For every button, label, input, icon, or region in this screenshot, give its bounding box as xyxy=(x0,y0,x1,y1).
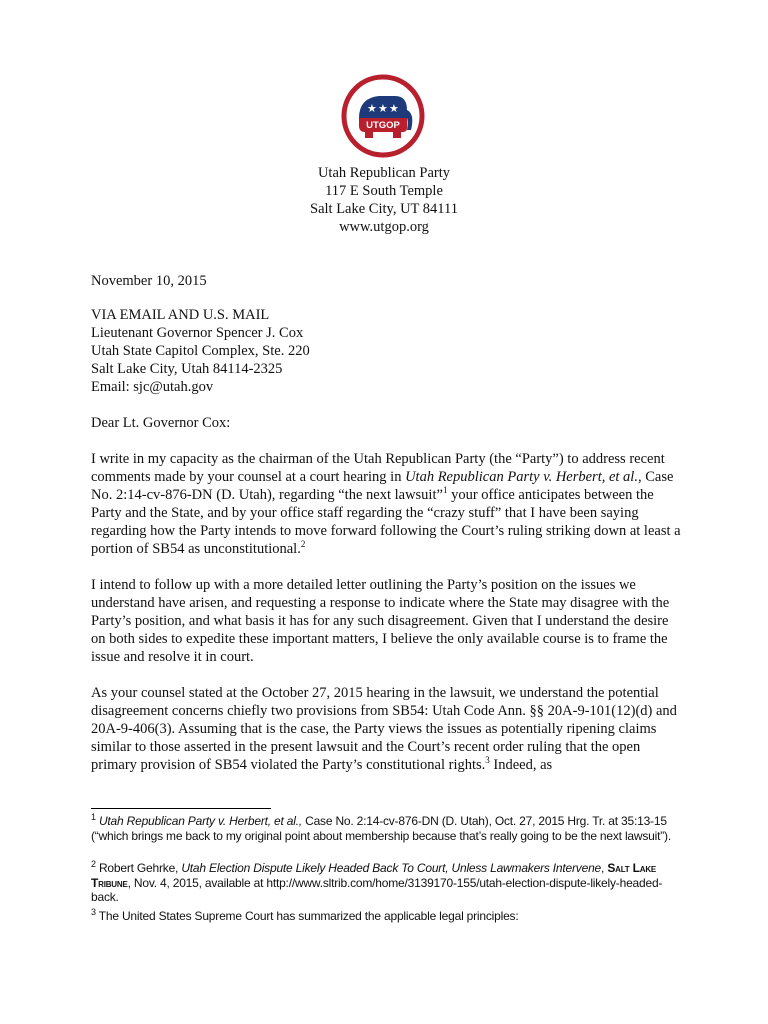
footnote-ref-3[interactable]: 3 xyxy=(485,755,490,766)
p1-case-name: Utah Republican Party v. Herbert, et al., xyxy=(405,469,642,485)
p1-text-b: Case No. 2:14-cv-876-DN (D. Utah), regarding “the next lawsuit” xyxy=(91,469,674,503)
footnote-1-text: Case No. 2:14-cv-876-DN (D. Utah), Oct. 27, 2015 Hrg. Tr. at 35:13-15 (“which brings me back to my original point about membership because that’s really going to be the next lawsuit”). xyxy=(91,814,671,843)
footnote-2-paper: Salt Lake Tribune xyxy=(91,861,657,890)
footnote-3-text: The United States Supreme Court has summarized the applicable legal principles: xyxy=(95,909,519,923)
footnote-2-author: Robert Gehrke, xyxy=(95,861,182,875)
p3-text-a: As your counsel stated at the October 27, 2015 hearing in the lawsuit, we understand the potential disagreement concerns chiefly two provisions from SB54: Utah Code Ann. §§ 20A-9-101(12)(d) and 20A-9-406(3). Assuming that is the case, the Party views the issues as potentially ripening claims similar to those asserted in the present lawsuit and the Court’s recent order ruling that the open primary provision of SB54 violated the Party’s constitutional rights. xyxy=(91,685,677,773)
logo-text: UTGOP xyxy=(366,120,400,131)
footnote-3-number: 3 xyxy=(91,907,96,917)
footnote-3 xyxy=(91,909,681,924)
recipient-line2: Salt Lake City, Utah 84114-2325 xyxy=(91,361,283,377)
recipient-name: Lieutenant Governor Spencer J. Cox xyxy=(91,325,304,341)
org-website: www.utgop.org xyxy=(339,219,429,235)
footnote-2-title: Utah Election Dispute Likely Headed Back To Court, Unless Lawmakers Intervene xyxy=(181,861,602,875)
footnote-1 xyxy=(91,814,681,843)
footnote-divider xyxy=(91,808,271,809)
paragraph-3 xyxy=(91,684,681,774)
p3-text-b: Indeed, as xyxy=(489,757,553,773)
org-name: Utah Republican Party xyxy=(317,165,451,181)
footnote-ref-2[interactable]: 2 xyxy=(300,539,306,550)
recipient-email: Email: sjc@utah.gov xyxy=(91,379,214,395)
svg-text:★: ★ xyxy=(378,102,388,115)
recipient-address xyxy=(91,306,681,396)
salutation: Dear Lt. Governor Cox: xyxy=(91,415,231,431)
footnote-ref-1[interactable]: 1 xyxy=(442,485,448,496)
org-city: Salt Lake City, UT 84111 xyxy=(310,201,458,217)
elephant-logo-icon xyxy=(341,74,425,158)
paragraph-1 xyxy=(91,450,681,558)
p1-text-c: your office anticipates between the Party and the State, and by your office staff regarding the “crazy stuff” that I have been saying regarding how the Party intends to move forward following the Court’s ruling striking down at least a portion of SB54 as unconstitutional. xyxy=(91,487,681,557)
footnote-2-text: , Nov. 4, 2015, available at http://www.sltrib.com/home/3139170-155/utah-election-dispute-likely-headed-back. xyxy=(91,875,663,904)
recipient-line1: Utah State Capitol Complex, Ste. 220 xyxy=(91,343,310,359)
utgop-logo xyxy=(341,74,425,158)
paragraph-2: I intend to follow up with a more detailed letter outlining the Party’s position on the issues we understand have arisen, and requesting a response to indicate where the State may disagree with the Party’s position, and what basis it has for any such disagreement. Given that I understand the desire on both sides to expedite these important matters, I believe the only available course is to frame the issue and resolve it in court. xyxy=(91,577,670,665)
footnote-1-case: Utah Republican Party v. Herbert, et al., xyxy=(98,814,302,828)
delivery-method: VIA EMAIL AND U.S. MAIL xyxy=(91,307,270,323)
svg-text:★: ★ xyxy=(367,102,377,115)
svg-text:★: ★ xyxy=(389,102,399,115)
letter-date: November 10, 2015 xyxy=(91,273,207,289)
footnote-2-sep: , xyxy=(601,861,608,875)
footnote-2-number: 2 xyxy=(91,859,96,869)
footnote-1-number: 1 xyxy=(91,812,96,822)
p1-text-a: I write in my capacity as the chairman of the Utah Republican Party (the “Party”) to address recent comments made by your counsel at a court hearing in xyxy=(91,451,665,485)
footnote-2 xyxy=(91,861,681,905)
org-street: 117 E South Temple xyxy=(325,183,443,199)
letterhead xyxy=(0,164,768,236)
